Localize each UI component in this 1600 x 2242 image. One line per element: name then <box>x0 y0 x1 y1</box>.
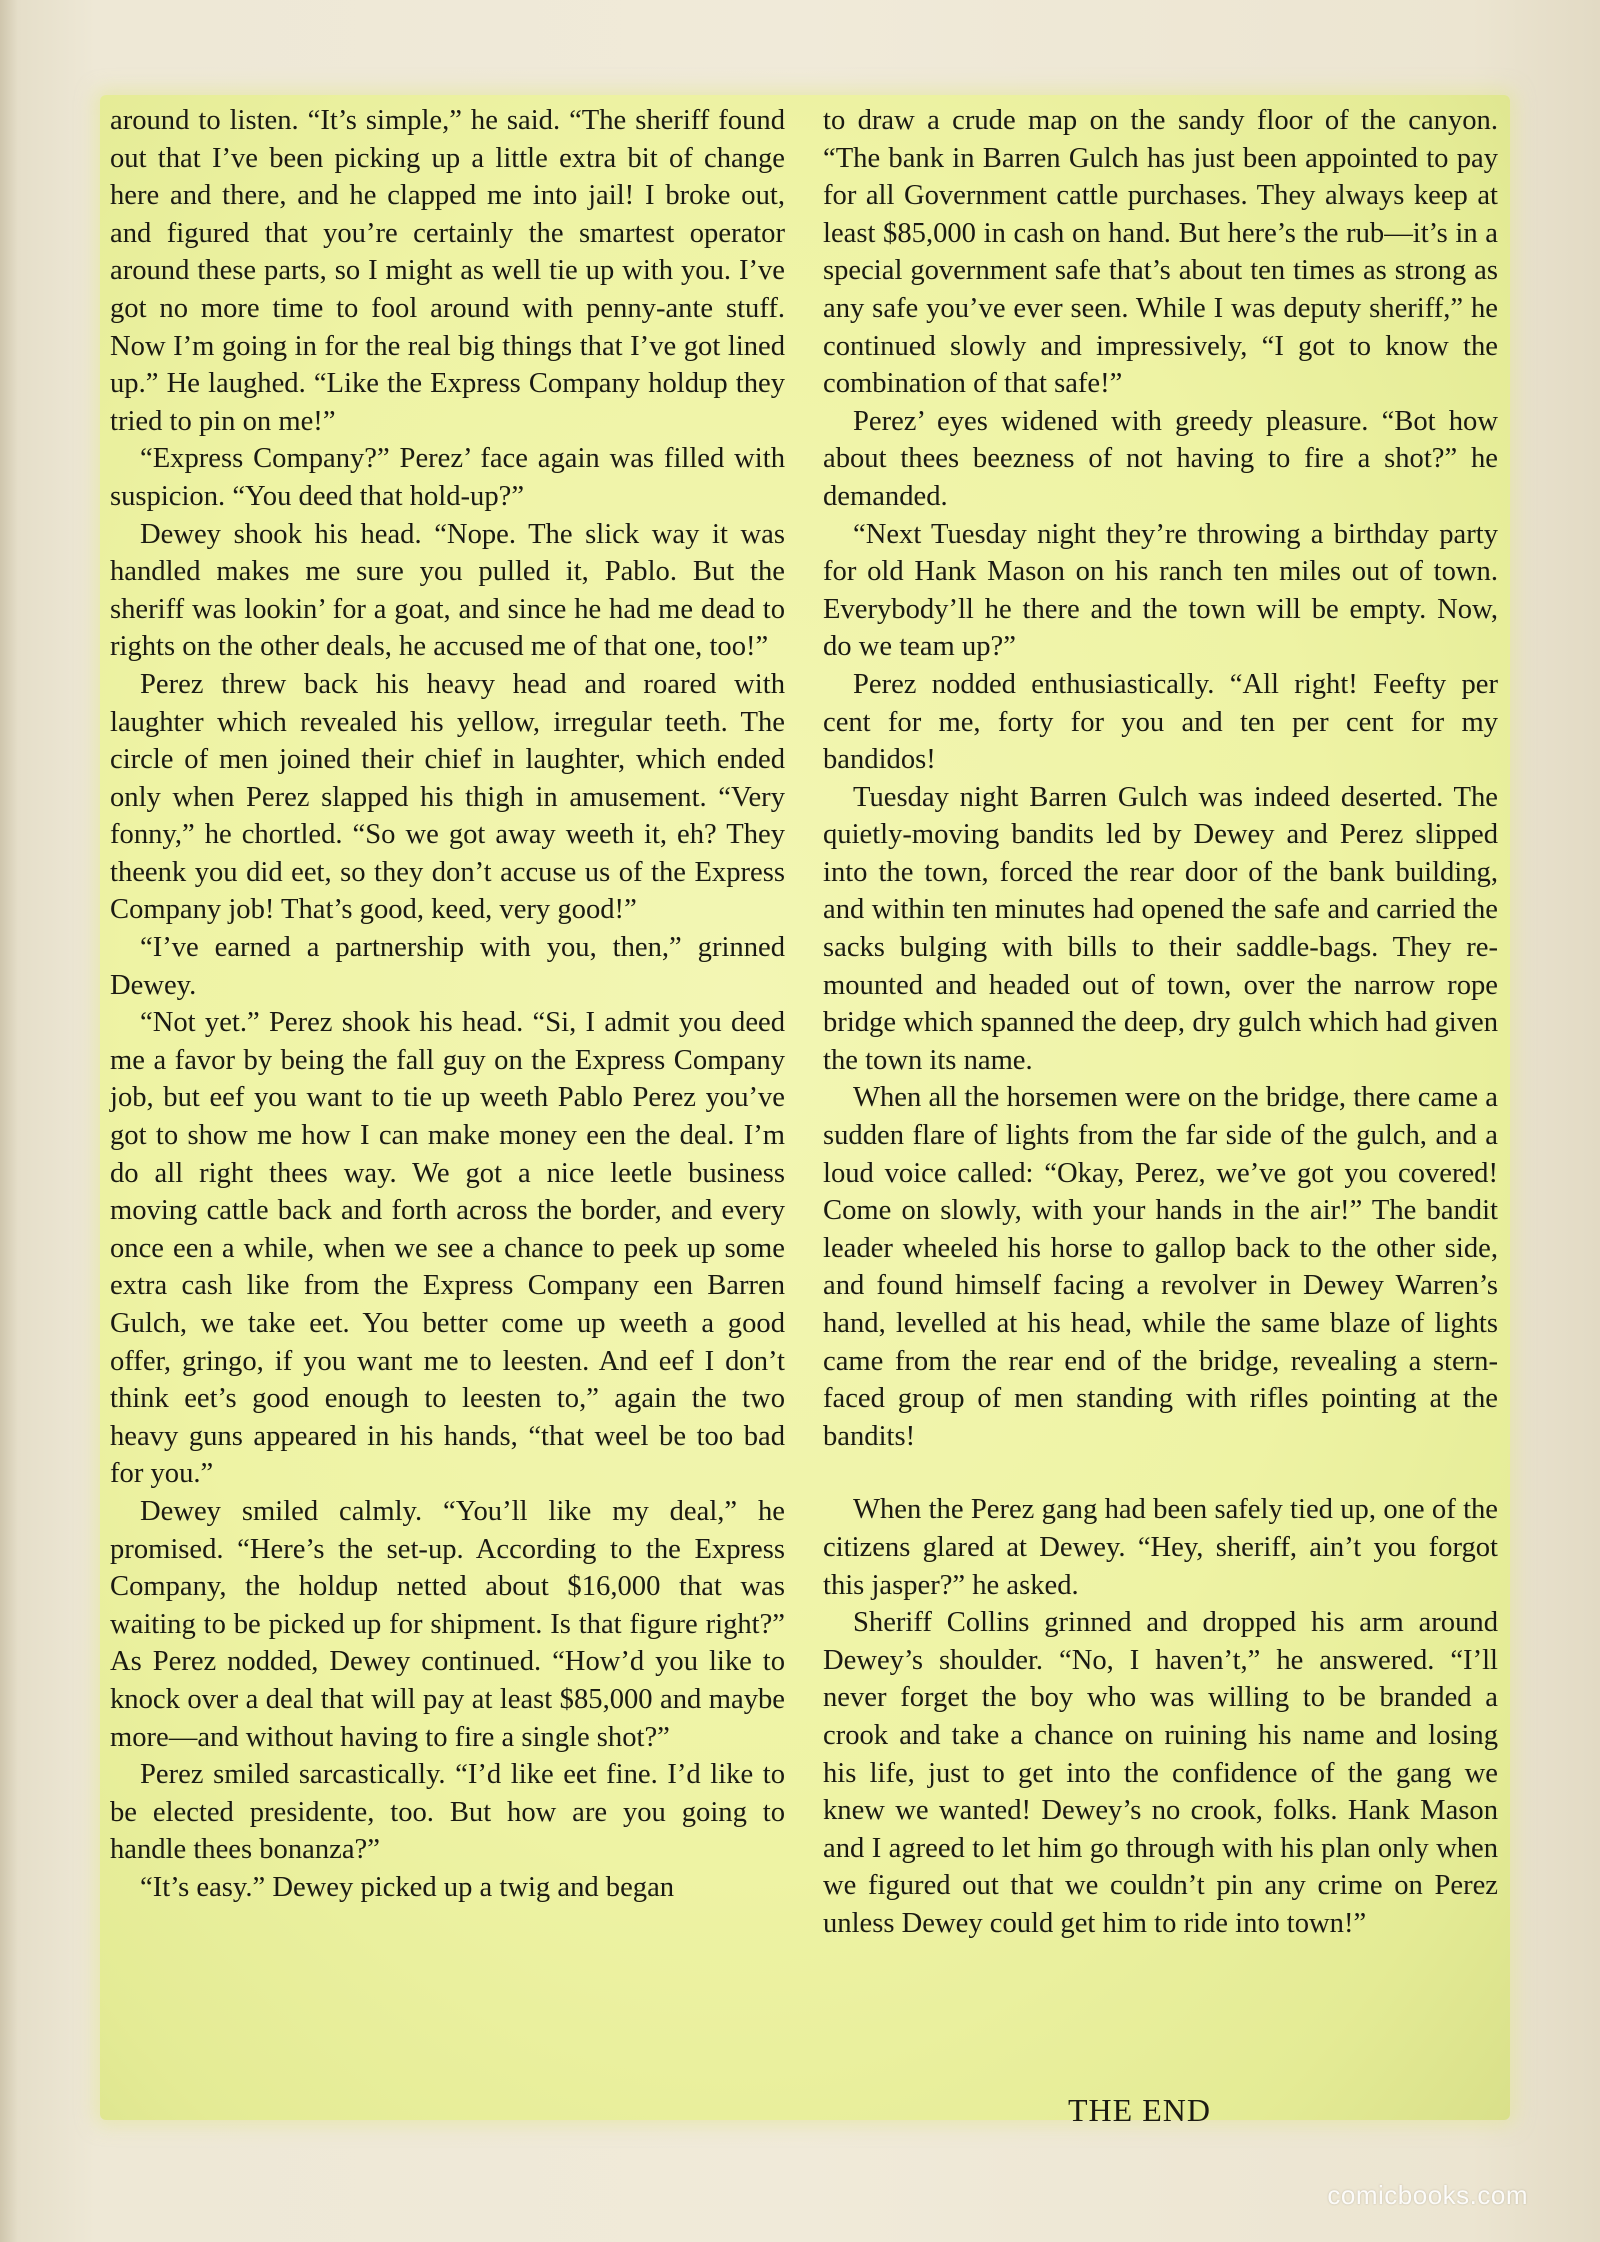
paragraph: Dewey smiled calmly. “You’ll like my deal,” he promised. “Here’s the set-up. According to the Express Company, the holdup netted about $16,000 that was waiting to be picked up for shipment. Is that figure right?” As Perez nodded, Dewey continued. “How’d you like to knock over a deal that will pay at least $85,000 and maybe more—and without having to fire a single shot?” <box>110 1495 785 1753</box>
paragraph: Dewey shook his head. “Nope. The slick way it was handled makes me sure you pulled it, Pablo. But the sheriff was lookin’ for a goat, and since he had me dead to rights on the other deals, he accused me of that one, too!” <box>110 518 785 663</box>
watermark-text: comicbooks.com <box>1327 2180 1528 2210</box>
page-edge-shadow <box>0 0 18 2242</box>
paragraph: Perez threw back his heavy head and roared with laughter which revealed his yellow, irregular teeth. The circle of men joined their chief in laughter, which ended only when Perez slapped his thigh in amusement. “Very fonny,” he chortled. “So we got away weeth it, eh? They theenk you did eet, so they don’t accuse us of the Express Company job! That’s good, keed, very good!” <box>110 668 785 926</box>
paragraph: Perez’ eyes widened with greedy pleasure. “Bot how about thees beezness of not having to fire a shot?” he demanded. <box>823 405 1498 512</box>
paragraph: Sheriff Collins grinned and dropped his arm around Dewey’s shoulder. “No, I haven’t,” he answered. “I’ll never forget the boy who was willing to be branded a crook and take a chance on ruining his name and losing his life, just to get into the confidence of the gang we knew we wanted! Dewey’s no crook, folks. Hank Mason and I agreed to let him go through with his plan only when we figured out that we couldn’t pin any crime on Perez unless Dewey could get him to ride into town!” <box>823 1607 1498 1939</box>
paragraph: “Next Tuesday night they’re throwing a birthday party for old Hank Mason on his ranch ten miles out of town. Everybody’ll he there and the town will be empty. Now, do we team up?” <box>823 518 1498 663</box>
story-column-right <box>823 102 1498 1943</box>
paragraph: Tuesday night Barren Gulch was indeed deserted. The quietly-moving bandits led by Dewey and Perez slipped into the town, forced the rear door of the bank building, and within ten minutes had opened the safe and carried the sacks bulging with bills to their saddle-bags. They re-mounted and headed out of town, over the narrow rope bridge which spanned the deep, dry gulch which had given the town its name. <box>823 781 1498 1076</box>
paragraph: “It’s easy.” Dewey picked up a twig and began <box>140 1871 675 1903</box>
paragraph: When the Perez gang had been safely tied up, one of the citizens glared at Dewey. “Hey, sheriff, ain’t you forgot this jasper?” he asked. <box>823 1494 1498 1601</box>
the-end-label: THE END <box>1068 2092 1211 2128</box>
paragraph: to draw a crude map on the sandy floor of the canyon. “The bank in Barren Gulch has just been appointed to pay for all Government cattle purchases. They always keep at least $85,000 in cash on hand. But here’s the rub—it’s in a special government safe that’s about ten times as strong as any safe you’ve ever seen. While I was deputy sheriff,” he continued slowly and impressively, “I got to know the combination of that safe!” <box>823 105 1498 400</box>
paragraph: “Express Company?” Perez’ face again was filled with suspicion. “You deed that hold-up?” <box>110 443 785 512</box>
paragraph: Perez smiled sarcastically. “I’d like eet fine. I’d like to be elected presidente, too. But how are you going to handle thees bonanza?” <box>110 1759 785 1866</box>
story-column-left <box>110 102 785 1907</box>
paragraph: “Not yet.” Perez shook his head. “Si, I admit you deed me a favor by being the fall guy on the Express Company job, but eef you want to tie up weeth Pablo Perez you’ve got to show me how I can make money een the deal. I’m do all right thees way. We got a nice leetle business moving cattle back and forth across the border, and every once een a while, when we see a chance to peek up some extra cash like from the Express Company een Barren Gulch, we take eet. You better come up weeth a good offer, gringo, if you want me to leesten. And eef I don’t think eet’s good enough to leesten to,” again the two heavy guns appeared in his hands, “that weel be too bad for you.” <box>110 1007 785 1490</box>
paragraph: around to listen. “It’s simple,” he said. “The sheriff found out that I’ve been picking up a little extra bit of change here and there, and he clapped me into jail! I broke out, and figured that you’re certainly the smartest operator around these parts, so I might as well tie up with you. I’ve got no more time to fool around with penny-ante stuff. Now I’m going in for the real big things that I’ve got lined up.” He laughed. “Like the Express Company holdup they tried to pin on me!” <box>110 105 785 437</box>
paragraph: “I’ve earned a partnership with you, then,” grinned Dewey. <box>110 932 785 1001</box>
paragraph: When all the horsemen were on the bridge, there came a sudden flare of lights from the far side of the gulch, and a loud voice called: “Okay, Perez, we’ve got you covered! Come on slowly, with your hands in the air!” The bandit leader wheeled his horse to gallop back to the other side, and found himself facing a revolver in Dewey Warren’s hand, levelled at his head, while the same blaze of lights came from the rear end of the bridge, revealing a stern-faced group of men standing with rifles pointing at the bandits! <box>823 1082 1498 1452</box>
paragraph: Perez nodded enthusiastically. “All right! Feefty per cent for me, forty for you and ten per cent for my bandidos! <box>823 668 1498 776</box>
